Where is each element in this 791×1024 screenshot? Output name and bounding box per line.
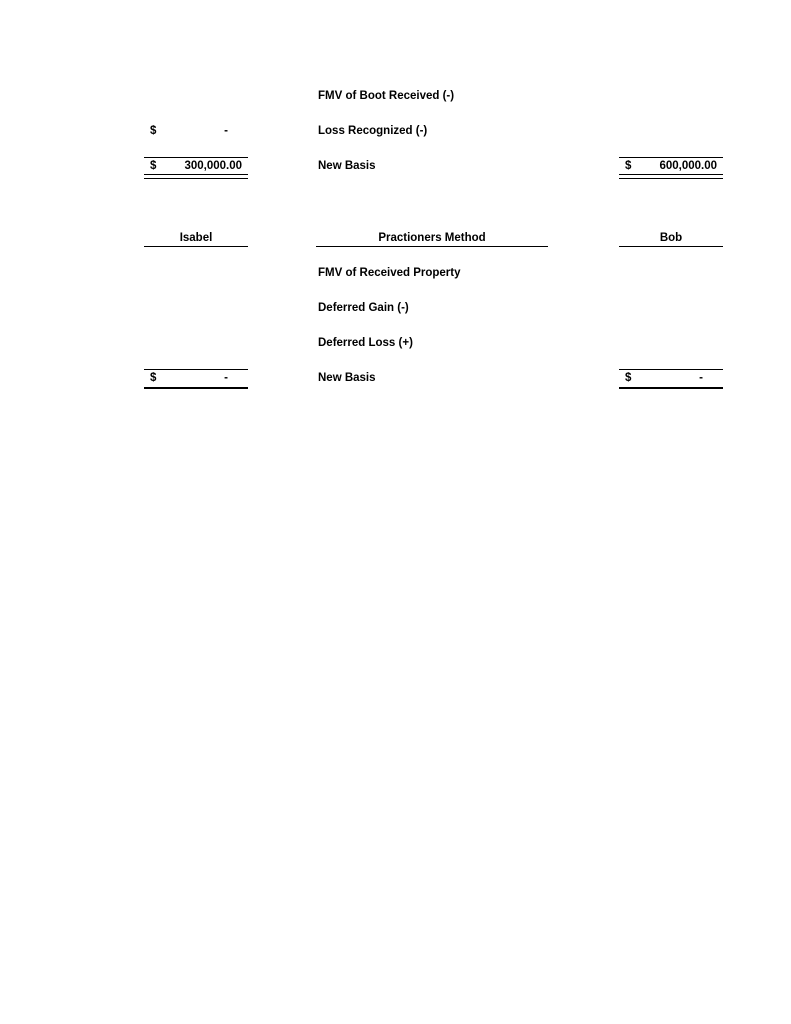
cell-top-border [144,369,248,370]
header-underline [144,246,248,247]
row-label-deferred-loss: Deferred Loss (+) [318,337,413,349]
currency-symbol: $ [150,125,157,137]
amount-value: - [224,372,228,384]
double-underline [144,174,248,179]
row-label-new-basis-2: New Basis [318,372,376,384]
currency-symbol: $ [625,372,632,384]
double-underline [619,174,723,179]
row-label-new-basis: New Basis [318,160,376,172]
row-label-loss-recognized: Loss Recognized (-) [318,125,428,137]
cell-top-border [144,157,248,158]
row-label-deferred-gain: Deferred Gain (-) [318,302,409,314]
amount-value: - [699,372,703,384]
cell-top-border [619,369,723,370]
new-basis-bob-cell-2 [619,372,723,388]
new-basis-isabel-cell-2 [144,372,248,388]
currency-symbol: $ [625,160,632,172]
currency-symbol: $ [150,160,157,172]
row-label-fmv-boot-received: FMV of Boot Received (-) [318,90,455,102]
header-isabel: Isabel [179,232,213,244]
header-bob: Bob [659,232,683,244]
currency-symbol: $ [150,372,157,384]
header-underline [619,246,723,247]
amount-value: - [224,125,228,137]
amount-value: 600,000.00 [659,160,717,172]
thick-underline [144,387,248,389]
cell-top-border [619,157,723,158]
header-underline [316,246,548,247]
amount-value: 300,000.00 [184,160,242,172]
header-practioners-method: Practioners Method [378,232,486,244]
row-label-fmv-received-property: FMV of Received Property [318,267,461,279]
loss-recognized-isabel-cell [144,125,248,141]
thick-underline [619,387,723,389]
